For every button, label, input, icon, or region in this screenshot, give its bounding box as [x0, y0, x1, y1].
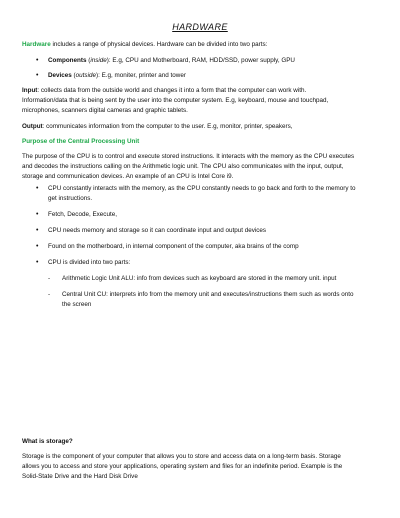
components-text: : E.g, CPU and Motherboard, RAM, HDD/SSD, power supply, GPU [108, 57, 295, 64]
intro-text: includes a range of physical devices. Hardware can be divided into two parts: [50, 41, 268, 48]
cpu-para-line: The purpose of the CPU is to control and execute stored instructions. It interacts with the memory as the CPU executes [22, 153, 355, 160]
storage-para-line: allows you to access and store your applications, operating system and files for an indefinite period. Example is the [22, 463, 343, 470]
cpu-bullet-line: CPU needs memory and storage so it can coordinate input and output devices [48, 227, 267, 234]
cpu-bullet-line: CPU is divided into two parts: [48, 259, 131, 266]
cpu-bullet-line: Found on the motherboard, in internal component of the computer, aka brains of the comp [48, 243, 299, 250]
components-label: Components [48, 57, 87, 64]
bullet-icon: • [36, 72, 39, 79]
cpu-heading: Purpose of the Central Processing Unit [22, 138, 140, 145]
input-line: Information/data that is being sent by the user into the computer system. E.g, keyboard, mouse and touchpad, [22, 97, 329, 104]
cpu-bullet-line: Fetch, Decode, Execute, [48, 211, 117, 218]
components-item: Components (inside): E.g, CPU and Motherboard, RAM, HDD/SSD, power supply, GPU [48, 57, 295, 64]
cpu-bullet-line: get instructions. [48, 195, 93, 202]
bullet-icon: • [36, 227, 39, 234]
output-label: Output [22, 123, 43, 130]
output-paragraph [22, 122, 293, 133]
cu-line: Central Unit CU: interprets info from the memory unit and executes/instructions them such as words onto [62, 291, 354, 298]
bullet-icon: • [36, 185, 39, 192]
page-title: HARDWARE [172, 22, 228, 32]
storage-para-line: Storage is the component of your computer that allows you to store and access data on a long-term basis. Storage [22, 453, 341, 460]
bullet-icon: • [36, 57, 39, 64]
input-paragraph [22, 86, 306, 97]
hardware-term: Hardware [22, 41, 51, 48]
intro-paragraph [22, 40, 267, 51]
cpu-para-line: storage and communication devices. An example of an CPU is Intel Core i9. [22, 173, 234, 180]
devices-label: Devices [48, 72, 72, 79]
storage-heading: What is storage? [22, 438, 73, 445]
cu-line: the screen [62, 301, 92, 308]
bullet-icon: • [36, 243, 39, 250]
input-label: Input [22, 87, 38, 94]
devices-item: Devices (outside): E.g, moniter, printer and tower [48, 72, 186, 79]
cpu-bullet-line: CPU constantly interacts with the memory, as the CPU constantly needs to go back and forth to the memory to [48, 185, 356, 192]
output-text: : communicates information from the computer to the user. E.g, monitor, printer, speakers, [42, 123, 293, 130]
dash-marker: - [48, 291, 51, 298]
devices-text: : E.g, moniter, printer and tower [98, 72, 186, 79]
dash-marker: - [48, 275, 51, 282]
devices-qualifier: outside [75, 72, 96, 79]
alu-line: Arithmetic Logic Unit ALU: info from devices such as keyboard are stored in the memory unit. input [62, 275, 337, 282]
bullet-icon: • [36, 211, 39, 218]
storage-para-line: Solid-State Drive and the Hard Disk Drive [22, 473, 138, 480]
bullet-icon: • [36, 259, 39, 266]
input-line: : collects data from the outside world and changes it into a form that the computer can work with. [37, 87, 307, 94]
components-qualifier: inside [90, 57, 107, 64]
cpu-para-line: and decodes the instructions calling on the Arithmetic logic unit. The CPU also communicates with the input, output, [22, 163, 344, 170]
input-line: microphones, scanners digital cameras and graphic tablets. [22, 107, 188, 114]
